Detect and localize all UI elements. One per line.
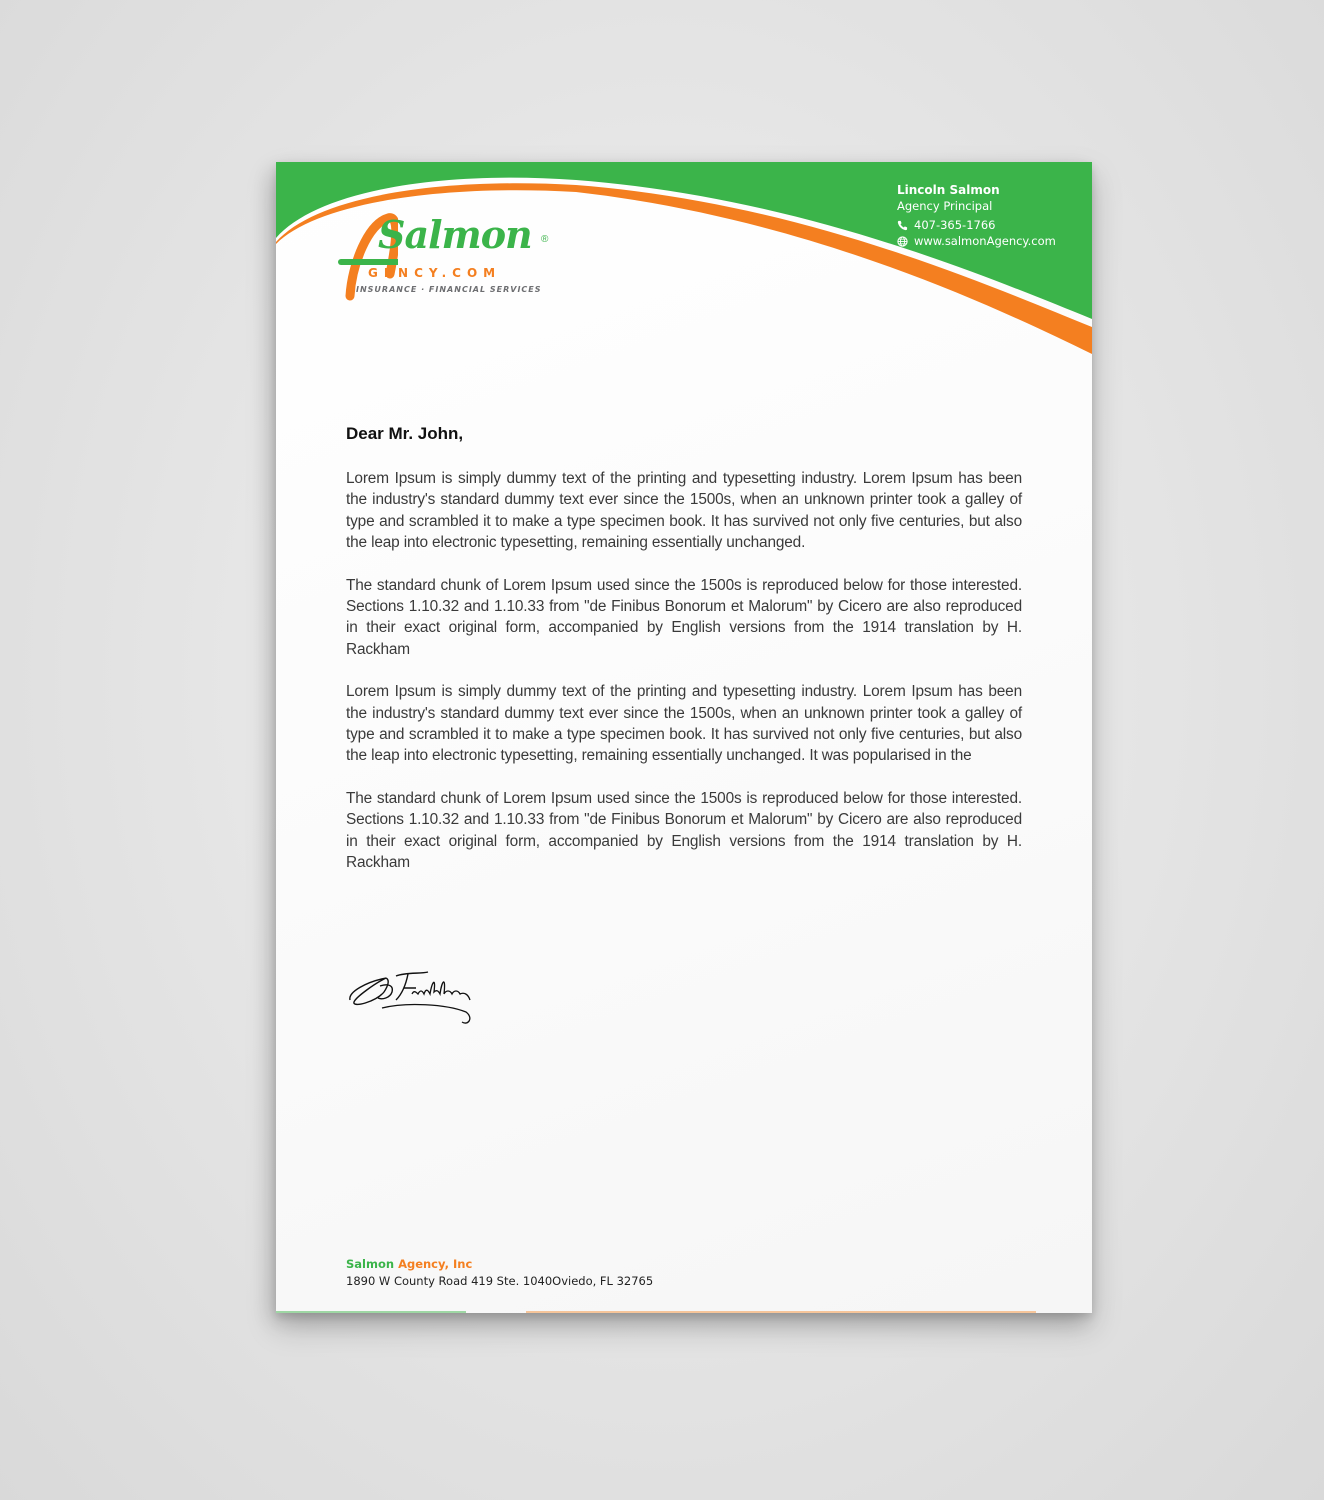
bottom-accent-strip bbox=[276, 1311, 1092, 1313]
contact-phone: 407-365-1766 bbox=[914, 218, 996, 232]
letter-body bbox=[346, 424, 1022, 895]
logo-wordmark: Salmon bbox=[378, 212, 532, 257]
contact-block bbox=[897, 182, 1056, 249]
bottom-green-strip bbox=[276, 1311, 466, 1313]
globe-icon bbox=[897, 236, 908, 247]
logo-agency-text: GENCY.COM bbox=[368, 266, 502, 280]
company-logo bbox=[338, 204, 558, 304]
paragraph-3: Lorem Ipsum is simply dummy text of the printing and typesetting industry. Lorem Ipsum has been the industry's standard dummy text ever since the 1500s, when an unknown printer took a galley of type and scrambled it to make a type specimen book. It has survived not only five centuries, but also the leap into electronic typesetting, remaining essentially unchanged. It was popularised in the bbox=[346, 683, 1022, 765]
footer-company-part1: Salmon bbox=[346, 1257, 395, 1271]
phone-icon bbox=[897, 220, 908, 231]
paragraph-1: Lorem Ipsum is simply dummy text of the printing and typesetting industry. Lorem Ipsum has been the industry's standard dummy text ever since the 1500s, when an unknown printer took a galley of type and scrambled it to make a type specimen book. It has survived not only five centuries, but also the leap into electronic typesetting, remaining essentially unchanged. bbox=[346, 470, 1022, 552]
footer-company-part2: Agency, Inc bbox=[394, 1257, 473, 1271]
contact-website[interactable]: www.salmonAgency.com bbox=[914, 234, 1056, 248]
letterhead-page bbox=[276, 162, 1092, 1313]
contact-title: Agency Principal bbox=[897, 199, 993, 213]
contact-phone-row bbox=[897, 217, 1056, 233]
logo-tagline: INSURANCE · FINANCIAL SERVICES bbox=[356, 285, 542, 294]
salutation: Dear Mr. John, bbox=[346, 424, 464, 443]
registered-mark: ® bbox=[541, 234, 549, 245]
bottom-orange-strip bbox=[526, 1311, 1036, 1313]
footer-company-name bbox=[346, 1257, 653, 1271]
signature-image bbox=[346, 962, 476, 1032]
footer bbox=[346, 1257, 653, 1288]
contact-web-row bbox=[897, 233, 1056, 249]
footer-address: 1890 W County Road 419 Ste. 1040Oviedo, FL 32765 bbox=[346, 1274, 654, 1288]
paragraph-2: The standard chunk of Lorem Ipsum used since the 1500s is reproduced below for those interested. Sections 1.10.32 and 1.10.33 from "de Finibus Bonorum et Malorum" by Cicero are also reproduced in their exact original form, accompanied by English versions from the 1914 translation by H. Rackham bbox=[346, 576, 1022, 658]
contact-name: Lincoln Salmon bbox=[897, 183, 1000, 197]
paragraph-4: The standard chunk of Lorem Ipsum used since the 1500s is reproduced below for those interested. Sections 1.10.32 and 1.10.33 from "de Finibus Bonorum et Malorum" by Cicero are also reproduced in their exact original form, accompanied by English versions from the 1914 translation by H. Rackham bbox=[346, 789, 1022, 872]
